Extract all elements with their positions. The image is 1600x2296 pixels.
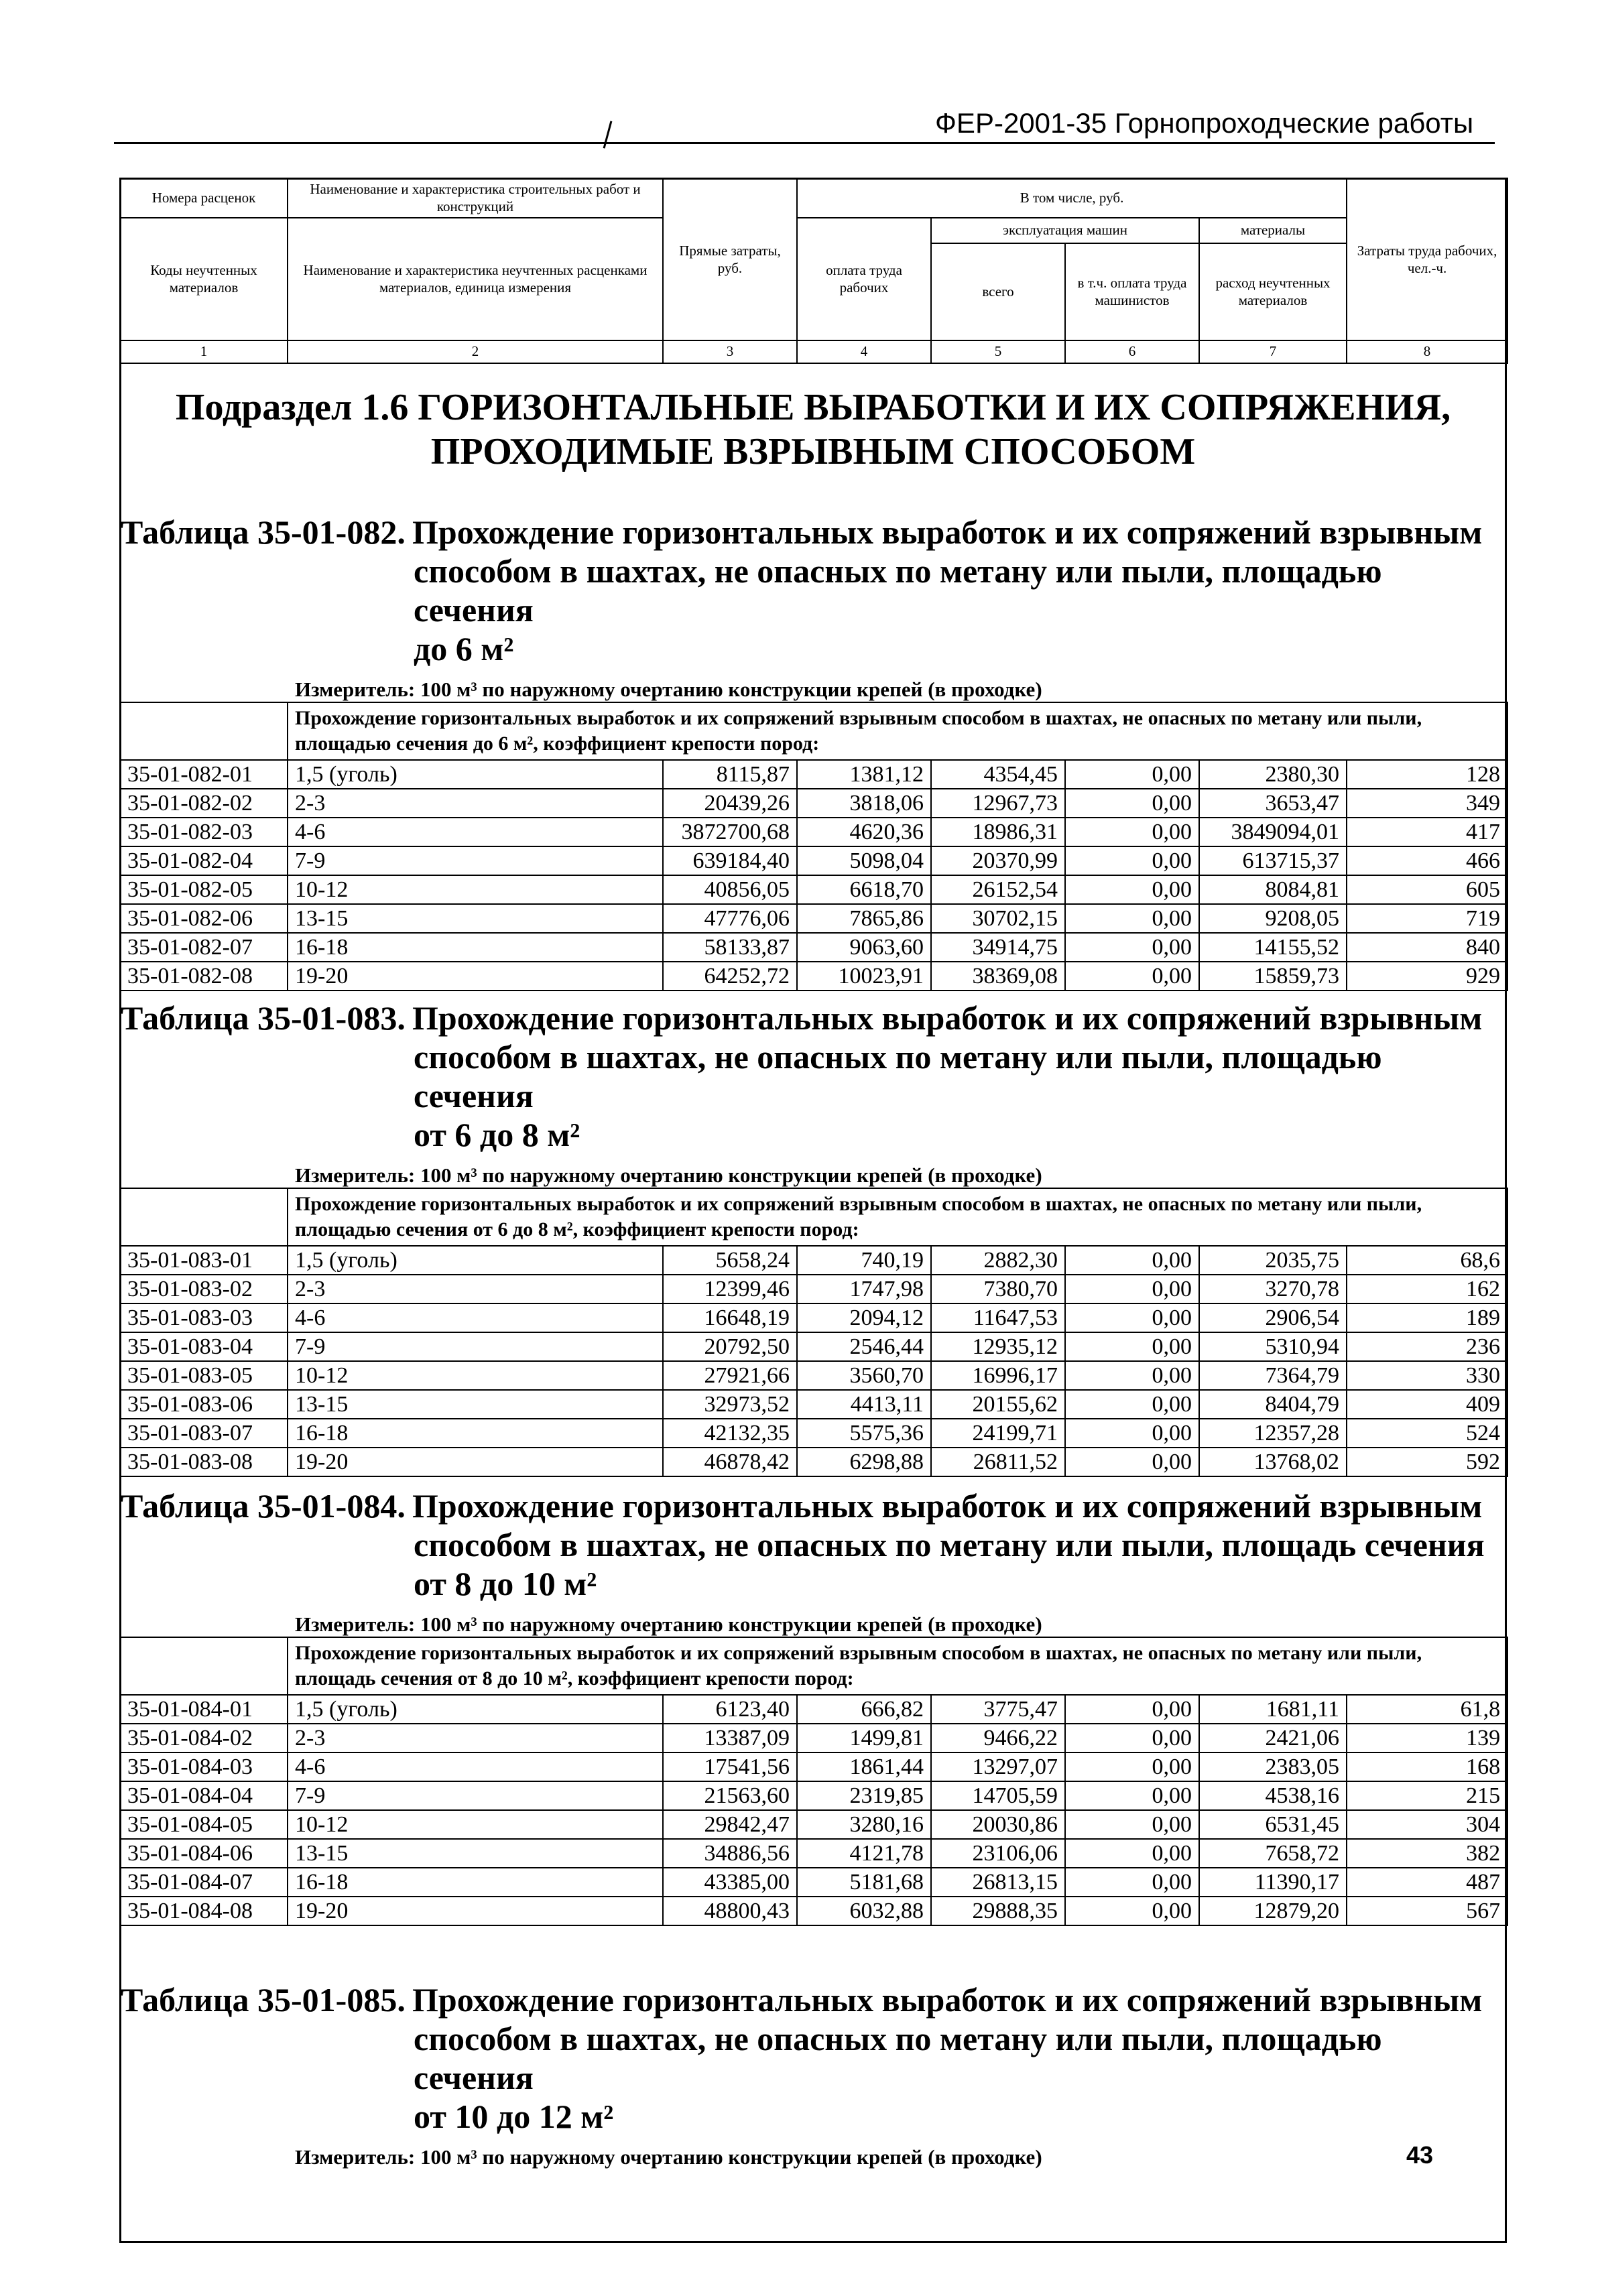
table-cell: 13-15 bbox=[288, 904, 663, 933]
table-caption-line: от 10 до 12 м² bbox=[414, 2098, 614, 2135]
table-cell: 7380,70 bbox=[931, 1275, 1065, 1303]
table-cell: 21563,60 bbox=[663, 1781, 797, 1810]
table-cell: 5310,94 bbox=[1199, 1332, 1347, 1361]
table-caption-line: от 6 до 8 м² bbox=[414, 1116, 580, 1153]
table-cell: 16-18 bbox=[288, 1419, 663, 1448]
table-caption bbox=[121, 999, 1507, 1154]
table-row bbox=[120, 789, 1507, 818]
table-number: Таблица 35-01-085. bbox=[121, 1981, 406, 2019]
column-header-table bbox=[119, 178, 1508, 364]
table-row bbox=[120, 1332, 1507, 1361]
table-row bbox=[120, 1695, 1507, 1724]
table-cell: 2-3 bbox=[288, 1724, 663, 1752]
table-cell: 0,00 bbox=[1065, 1724, 1199, 1752]
table-cell: 26811,52 bbox=[931, 1448, 1065, 1476]
table-cell: 3270,78 bbox=[1199, 1275, 1347, 1303]
table-cell: 4-6 bbox=[288, 1752, 663, 1781]
col-number: 5 bbox=[931, 340, 1065, 363]
table-cell: 14705,59 bbox=[931, 1781, 1065, 1810]
table-cell: 43385,00 bbox=[663, 1868, 797, 1897]
table-row bbox=[120, 1897, 1507, 1925]
table-cell: 3280,16 bbox=[797, 1810, 931, 1839]
table-cell: 4-6 bbox=[288, 1303, 663, 1332]
table-cell: 2906,54 bbox=[1199, 1303, 1347, 1332]
table-cell: 35-01-084-02 bbox=[120, 1724, 288, 1752]
table-cell: 417 bbox=[1347, 818, 1507, 846]
table-cell: 68,6 bbox=[1347, 1246, 1507, 1275]
section-title bbox=[119, 385, 1507, 474]
table-cell: 20439,26 bbox=[663, 789, 797, 818]
table-caption bbox=[121, 513, 1507, 668]
table-cell: 1681,11 bbox=[1199, 1695, 1347, 1724]
table-cell: 35-01-084-03 bbox=[120, 1752, 288, 1781]
table-cell: 20030,86 bbox=[931, 1810, 1065, 1839]
table-description-row bbox=[120, 1188, 1507, 1246]
table-row bbox=[120, 1275, 1507, 1303]
table-block bbox=[119, 999, 1507, 1477]
table-cell: 567 bbox=[1347, 1897, 1507, 1925]
table-cell: 35-01-082-02 bbox=[120, 789, 288, 818]
table-cell: 23106,06 bbox=[931, 1839, 1065, 1868]
table-cell: 13-15 bbox=[288, 1390, 663, 1419]
table-cell: 2383,05 bbox=[1199, 1752, 1347, 1781]
table-cell: 35-01-084-01 bbox=[120, 1695, 288, 1724]
table-number: Таблица 35-01-083. bbox=[121, 999, 406, 1037]
table-cell: 639184,40 bbox=[663, 846, 797, 875]
table-cell: 12879,20 bbox=[1199, 1897, 1347, 1925]
table-cell: 382 bbox=[1347, 1839, 1507, 1868]
table-cell: 16-18 bbox=[288, 933, 663, 962]
col-machinists-pay: в т.ч. оплата труда машинистов bbox=[1065, 243, 1199, 340]
table-caption-line: Прохождение горизонтальных выработок и их сопряжений взрывным bbox=[412, 513, 1483, 551]
table-cell: 26813,15 bbox=[931, 1868, 1065, 1897]
table-cell: 16648,19 bbox=[663, 1303, 797, 1332]
table-cell: 26152,54 bbox=[931, 875, 1065, 904]
table-caption-line: способом в шахтах, не опасных по метану или пыли, площадью сечения bbox=[414, 552, 1382, 629]
table-cell: 15859,73 bbox=[1199, 962, 1347, 991]
table-cell: 3775,47 bbox=[931, 1695, 1065, 1724]
table-cell: 2380,30 bbox=[1199, 760, 1347, 789]
table-row bbox=[120, 846, 1507, 875]
table-cell: 29842,47 bbox=[663, 1810, 797, 1839]
table-cell: 35-01-082-03 bbox=[120, 818, 288, 846]
table-cell: 6032,88 bbox=[797, 1897, 931, 1925]
table-cell: 40856,05 bbox=[663, 875, 797, 904]
table-cell: 27921,66 bbox=[663, 1361, 797, 1390]
table-cell: 10023,91 bbox=[797, 962, 931, 991]
table-cell: 0,00 bbox=[1065, 1448, 1199, 1476]
rates-table bbox=[119, 1188, 1508, 1477]
table-cell: 35-01-083-01 bbox=[120, 1246, 288, 1275]
table-description: Прохождение горизонтальных выработок и их сопряжений взрывным способом в шахтах, не опасных по метану или пыли, площадью сечения до 6 м², коэффициент крепости пород: bbox=[288, 702, 1507, 760]
col-material-codes: Коды неучтенных материалов bbox=[120, 218, 288, 340]
table-cell: 3560,70 bbox=[797, 1361, 931, 1390]
table-cell: 61,8 bbox=[1347, 1695, 1507, 1724]
table-cell: 0,00 bbox=[1065, 1361, 1199, 1390]
table-cell: 12935,12 bbox=[931, 1332, 1065, 1361]
table-cell: 4620,36 bbox=[797, 818, 931, 846]
table-caption bbox=[121, 1486, 1507, 1603]
table-description: Прохождение горизонтальных выработок и их сопряжений взрывным способом в шахтах, не опасных по метану или пыли, площадь сечения от 8 до 10 м², коэффициент крепости пород: bbox=[288, 1637, 1507, 1695]
table-cell: 8404,79 bbox=[1199, 1390, 1347, 1419]
table-row bbox=[120, 875, 1507, 904]
table-cell: 35-01-084-04 bbox=[120, 1781, 288, 1810]
table-cell: 35-01-084-08 bbox=[120, 1897, 288, 1925]
table-cell: 35-01-084-07 bbox=[120, 1868, 288, 1897]
table-cell: 0,00 bbox=[1065, 818, 1199, 846]
table-cell: 0,00 bbox=[1065, 1810, 1199, 1839]
table-caption-line: Прохождение горизонтальных выработок и их сопряжений взрывным bbox=[412, 1981, 1483, 2019]
table-cell: 12967,73 bbox=[931, 789, 1065, 818]
table-cell: 0,00 bbox=[1065, 962, 1199, 991]
table-row bbox=[120, 904, 1507, 933]
table-row bbox=[120, 1752, 1507, 1781]
table-cell: 35-01-082-05 bbox=[120, 875, 288, 904]
table-row bbox=[120, 1868, 1507, 1897]
col-number: 6 bbox=[1065, 340, 1199, 363]
table-cell: 215 bbox=[1347, 1781, 1507, 1810]
table-cell: 0,00 bbox=[1065, 875, 1199, 904]
col-workers-pay: оплата труда рабочих bbox=[797, 218, 931, 340]
table-cell: 20792,50 bbox=[663, 1332, 797, 1361]
table-cell: 0,00 bbox=[1065, 1419, 1199, 1448]
table-cell: 719 bbox=[1347, 904, 1507, 933]
col-rates-number: Номера расценок bbox=[120, 178, 288, 218]
table-cell: 3653,47 bbox=[1199, 789, 1347, 818]
table-cell: 35-01-084-05 bbox=[120, 1810, 288, 1839]
table-cell: 236 bbox=[1347, 1332, 1507, 1361]
table-cell: 32973,52 bbox=[663, 1390, 797, 1419]
table-cell: 19-20 bbox=[288, 1448, 663, 1476]
table-cell: 0,00 bbox=[1065, 789, 1199, 818]
table-cell: 11390,17 bbox=[1199, 1868, 1347, 1897]
table-cell: 0,00 bbox=[1065, 1303, 1199, 1332]
table-cell: 35-01-082-01 bbox=[120, 760, 288, 789]
table-cell: 48800,43 bbox=[663, 1897, 797, 1925]
table-cell: 162 bbox=[1347, 1275, 1507, 1303]
col-number: 7 bbox=[1199, 340, 1347, 363]
table-cell: 47776,06 bbox=[663, 904, 797, 933]
table-cell: 929 bbox=[1347, 962, 1507, 991]
table-cell: 7658,72 bbox=[1199, 1839, 1347, 1868]
section-title-line: ПРОХОДИМЫЕ ВЗРЫВНЫМ СПОСОБОМ bbox=[430, 431, 1196, 472]
table-row bbox=[120, 1246, 1507, 1275]
table-row bbox=[120, 818, 1507, 846]
table-cell: 13297,07 bbox=[931, 1752, 1065, 1781]
table-cell: 30702,15 bbox=[931, 904, 1065, 933]
table-cell: 13387,09 bbox=[663, 1724, 797, 1752]
col-labor-cost: Затраты труда рабочих, чел.-ч. bbox=[1347, 178, 1507, 340]
table-description-row bbox=[120, 1637, 1507, 1695]
table-cell: 19-20 bbox=[288, 962, 663, 991]
table-cell: 139 bbox=[1347, 1724, 1507, 1752]
table-row bbox=[120, 1810, 1507, 1839]
table-caption-line: Прохождение горизонтальных выработок и их сопряжений взрывным bbox=[412, 999, 1483, 1037]
table-block bbox=[119, 1486, 1507, 1926]
table-cell: 0,00 bbox=[1065, 1868, 1199, 1897]
table-cell: 466 bbox=[1347, 846, 1507, 875]
table-cell: 38369,08 bbox=[931, 962, 1065, 991]
table-cell: 0,00 bbox=[1065, 1695, 1199, 1724]
table-cell: 1,5 (уголь) bbox=[288, 1695, 663, 1724]
table-cell: 6618,70 bbox=[797, 875, 931, 904]
table-cell: 6531,45 bbox=[1199, 1810, 1347, 1839]
table-row bbox=[120, 1361, 1507, 1390]
table-cell: 6123,40 bbox=[663, 1695, 797, 1724]
table-cell: 35-01-082-06 bbox=[120, 904, 288, 933]
table-cell: 1,5 (уголь) bbox=[288, 760, 663, 789]
table-cell: 5098,04 bbox=[797, 846, 931, 875]
table-cell: 64252,72 bbox=[663, 962, 797, 991]
table-cell: 666,82 bbox=[797, 1695, 931, 1724]
table-number: Таблица 35-01-084. bbox=[121, 1487, 406, 1525]
table-cell: 10-12 bbox=[288, 875, 663, 904]
table-cell: 1861,44 bbox=[797, 1752, 931, 1781]
table-cell: 4-6 bbox=[288, 818, 663, 846]
table-cell: 605 bbox=[1347, 875, 1507, 904]
table-cell: 7-9 bbox=[288, 1332, 663, 1361]
table-cell: 4538,16 bbox=[1199, 1781, 1347, 1810]
table-cell: 35-01-083-02 bbox=[120, 1275, 288, 1303]
table-cell: 34914,75 bbox=[931, 933, 1065, 962]
table-cell: 9208,05 bbox=[1199, 904, 1347, 933]
table-cell: 35-01-083-08 bbox=[120, 1448, 288, 1476]
table-cell: 9466,22 bbox=[931, 1724, 1065, 1752]
table-row bbox=[120, 1839, 1507, 1868]
table-cell: 4354,45 bbox=[931, 760, 1065, 789]
table-cell: 2882,30 bbox=[931, 1246, 1065, 1275]
col-machines-total: всего bbox=[931, 243, 1065, 340]
rates-table bbox=[119, 1637, 1508, 1926]
table-row bbox=[120, 1390, 1507, 1419]
table-block bbox=[119, 1980, 1507, 2169]
table-cell: 35-01-083-04 bbox=[120, 1332, 288, 1361]
table-cell: 35-01-082-04 bbox=[120, 846, 288, 875]
table-cell: 20155,62 bbox=[931, 1390, 1065, 1419]
table-cell: 29888,35 bbox=[931, 1897, 1065, 1925]
page-number: 43 bbox=[1406, 2141, 1434, 2169]
table-cell: 304 bbox=[1347, 1810, 1507, 1839]
table-cell: 0,00 bbox=[1065, 1897, 1199, 1925]
table-cell: 1747,98 bbox=[797, 1275, 931, 1303]
table-cell: 524 bbox=[1347, 1419, 1507, 1448]
table-cell: 7364,79 bbox=[1199, 1361, 1347, 1390]
table-caption-line: от 8 до 10 м² bbox=[414, 1565, 597, 1602]
col-number: 3 bbox=[663, 340, 797, 363]
header-mark bbox=[603, 121, 613, 148]
table-cell: 0,00 bbox=[1065, 904, 1199, 933]
table-block bbox=[119, 513, 1507, 991]
table-cell: 19-20 bbox=[288, 1897, 663, 1925]
table-cell: 0,00 bbox=[1065, 1246, 1199, 1275]
table-cell: 0,00 bbox=[1065, 846, 1199, 875]
table-cell: 35-01-083-03 bbox=[120, 1303, 288, 1332]
table-cell: 9063,60 bbox=[797, 933, 931, 962]
table-cell: 35-01-083-06 bbox=[120, 1390, 288, 1419]
col-direct-cost: Прямые затраты, руб. bbox=[663, 178, 797, 340]
table-cell: 17541,56 bbox=[663, 1752, 797, 1781]
table-cell: 35-01-083-07 bbox=[120, 1419, 288, 1448]
table-cell: 46878,42 bbox=[663, 1448, 797, 1476]
table-cell: 18986,31 bbox=[931, 818, 1065, 846]
table-cell: 840 bbox=[1347, 933, 1507, 962]
document-header-title: ФЕР-2001-35 Горнопроходческие работы bbox=[935, 107, 1474, 139]
table-cell: 189 bbox=[1347, 1303, 1507, 1332]
table-cell: 11647,53 bbox=[931, 1303, 1065, 1332]
col-group-including: В том числе, руб. bbox=[797, 178, 1347, 218]
table-cell: 24199,71 bbox=[931, 1419, 1065, 1448]
col-work-name: Наименование и характеристика строительных работ и конструкций bbox=[288, 178, 663, 218]
table-cell: 613715,37 bbox=[1199, 846, 1347, 875]
rates-table bbox=[119, 702, 1508, 991]
table-cell: 2319,85 bbox=[797, 1781, 931, 1810]
table-cell: 740,19 bbox=[797, 1246, 931, 1275]
table-cell: 35-01-083-05 bbox=[120, 1361, 288, 1390]
table-cell: 13768,02 bbox=[1199, 1448, 1347, 1476]
table-cell: 10-12 bbox=[288, 1810, 663, 1839]
table-cell: 58133,87 bbox=[663, 933, 797, 962]
table-cell: 42132,35 bbox=[663, 1419, 797, 1448]
table-cell: 3872700,68 bbox=[663, 818, 797, 846]
table-row bbox=[120, 1448, 1507, 1476]
table-row bbox=[120, 1303, 1507, 1332]
table-cell: 6298,88 bbox=[797, 1448, 931, 1476]
table-row bbox=[120, 1419, 1507, 1448]
table-caption-line: Прохождение горизонтальных выработок и их сопряжений взрывным bbox=[412, 1487, 1483, 1525]
col-number: 8 bbox=[1347, 340, 1507, 363]
table-cell: 2-3 bbox=[288, 789, 663, 818]
table-cell: 1,5 (уголь) bbox=[288, 1246, 663, 1275]
table-cell: 487 bbox=[1347, 1868, 1507, 1897]
table-row bbox=[120, 1724, 1507, 1752]
table-row bbox=[120, 933, 1507, 962]
table-cell: 5658,24 bbox=[663, 1246, 797, 1275]
table-cell: 0,00 bbox=[1065, 1752, 1199, 1781]
table-caption-line: способом в шахтах, не опасных по метану или пыли, площадью сечения bbox=[414, 2020, 1382, 2096]
header-rule bbox=[114, 142, 1495, 144]
table-cell: 1499,81 bbox=[797, 1724, 931, 1752]
col-number: 4 bbox=[797, 340, 931, 363]
table-cell: 34886,56 bbox=[663, 1839, 797, 1868]
table-cell: 8115,87 bbox=[663, 760, 797, 789]
table-row bbox=[120, 760, 1507, 789]
table-cell: 0,00 bbox=[1065, 1839, 1199, 1868]
table-cell: 0,00 bbox=[1065, 1390, 1199, 1419]
table-caption bbox=[121, 1980, 1507, 2136]
table-cell: 3849094,01 bbox=[1199, 818, 1347, 846]
table-cell: 168 bbox=[1347, 1752, 1507, 1781]
table-cell: 0,00 bbox=[1065, 1781, 1199, 1810]
table-row bbox=[120, 962, 1507, 991]
table-cell: 330 bbox=[1347, 1361, 1507, 1390]
table-cell: 2546,44 bbox=[797, 1332, 931, 1361]
table-cell: 16-18 bbox=[288, 1868, 663, 1897]
table-cell: 7865,86 bbox=[797, 904, 931, 933]
table-cell: 7-9 bbox=[288, 1781, 663, 1810]
table-measure: Измеритель: 100 м³ по наружному очертанию конструкции крепей (в проходке) bbox=[295, 2145, 1042, 2169]
col-material-consumption: расход неучтенных материалов bbox=[1199, 243, 1347, 340]
col-number: 2 bbox=[288, 340, 663, 363]
table-cell: 0,00 bbox=[1065, 760, 1199, 789]
table-cell: 2035,75 bbox=[1199, 1246, 1347, 1275]
table-cell: 7-9 bbox=[288, 846, 663, 875]
col-group-machines: эксплуатация машин bbox=[931, 218, 1199, 243]
table-cell: 409 bbox=[1347, 1390, 1507, 1419]
table-cell: 128 bbox=[1347, 760, 1507, 789]
col-material-name: Наименование и характеристика неучтенных расценками материалов, единица измерения bbox=[288, 218, 663, 340]
table-cell: 16996,17 bbox=[931, 1361, 1065, 1390]
table-row bbox=[120, 1781, 1507, 1810]
table-cell: 592 bbox=[1347, 1448, 1507, 1476]
table-caption-line: способом в шахтах, не опасных по метану или пыли, площадью сечения bbox=[414, 1038, 1382, 1114]
table-cell: 10-12 bbox=[288, 1361, 663, 1390]
table-measure: Измеритель: 100 м³ по наружному очертанию конструкции крепей (в проходке) bbox=[295, 1163, 1042, 1187]
table-caption-line: до 6 м² bbox=[414, 630, 514, 667]
table-cell: 5181,68 bbox=[797, 1868, 931, 1897]
table-cell: 35-01-082-07 bbox=[120, 933, 288, 962]
table-cell: 13-15 bbox=[288, 1839, 663, 1868]
table-cell: 4413,11 bbox=[797, 1390, 931, 1419]
table-cell: 5575,36 bbox=[797, 1419, 931, 1448]
table-cell: 3818,06 bbox=[797, 789, 931, 818]
table-measure: Измеритель: 100 м³ по наружному очертанию конструкции крепей (в проходке) bbox=[295, 678, 1042, 701]
table-cell: 4121,78 bbox=[797, 1839, 931, 1868]
table-cell: 2094,12 bbox=[797, 1303, 931, 1332]
col-group-materials: материалы bbox=[1199, 218, 1347, 243]
table-cell: 2421,06 bbox=[1199, 1724, 1347, 1752]
table-cell: 1381,12 bbox=[797, 760, 931, 789]
table-cell: 349 bbox=[1347, 789, 1507, 818]
table-description-row bbox=[120, 702, 1507, 760]
section-title-line: Подраздел 1.6 ГОРИЗОНТАЛЬНЫЕ ВЫРАБОТКИ И ИХ СОПРЯЖЕНИЯ, bbox=[175, 387, 1451, 428]
table-cell: 0,00 bbox=[1065, 1275, 1199, 1303]
table-caption-line: способом в шахтах, не опасных по метану или пыли, площадь сечения bbox=[414, 1526, 1485, 1564]
table-description: Прохождение горизонтальных выработок и их сопряжений взрывным способом в шахтах, не опасных по метану или пыли, площадью сечения от 6 до 8 м², коэффициент крепости пород: bbox=[288, 1188, 1507, 1246]
table-cell: 0,00 bbox=[1065, 933, 1199, 962]
table-cell: 0,00 bbox=[1065, 1332, 1199, 1361]
table-cell: 14155,52 bbox=[1199, 933, 1347, 962]
table-cell: 35-01-084-06 bbox=[120, 1839, 288, 1868]
table-cell: 2-3 bbox=[288, 1275, 663, 1303]
table-number: Таблица 35-01-082. bbox=[121, 513, 406, 551]
table-cell: 8084,81 bbox=[1199, 875, 1347, 904]
table-cell: 12399,46 bbox=[663, 1275, 797, 1303]
table-cell: 12357,28 bbox=[1199, 1419, 1347, 1448]
col-number: 1 bbox=[120, 340, 288, 363]
table-cell: 35-01-082-08 bbox=[120, 962, 288, 991]
table-cell: 20370,99 bbox=[931, 846, 1065, 875]
table-measure: Измеритель: 100 м³ по наружному очертанию конструкции крепей (в проходке) bbox=[295, 1612, 1042, 1636]
